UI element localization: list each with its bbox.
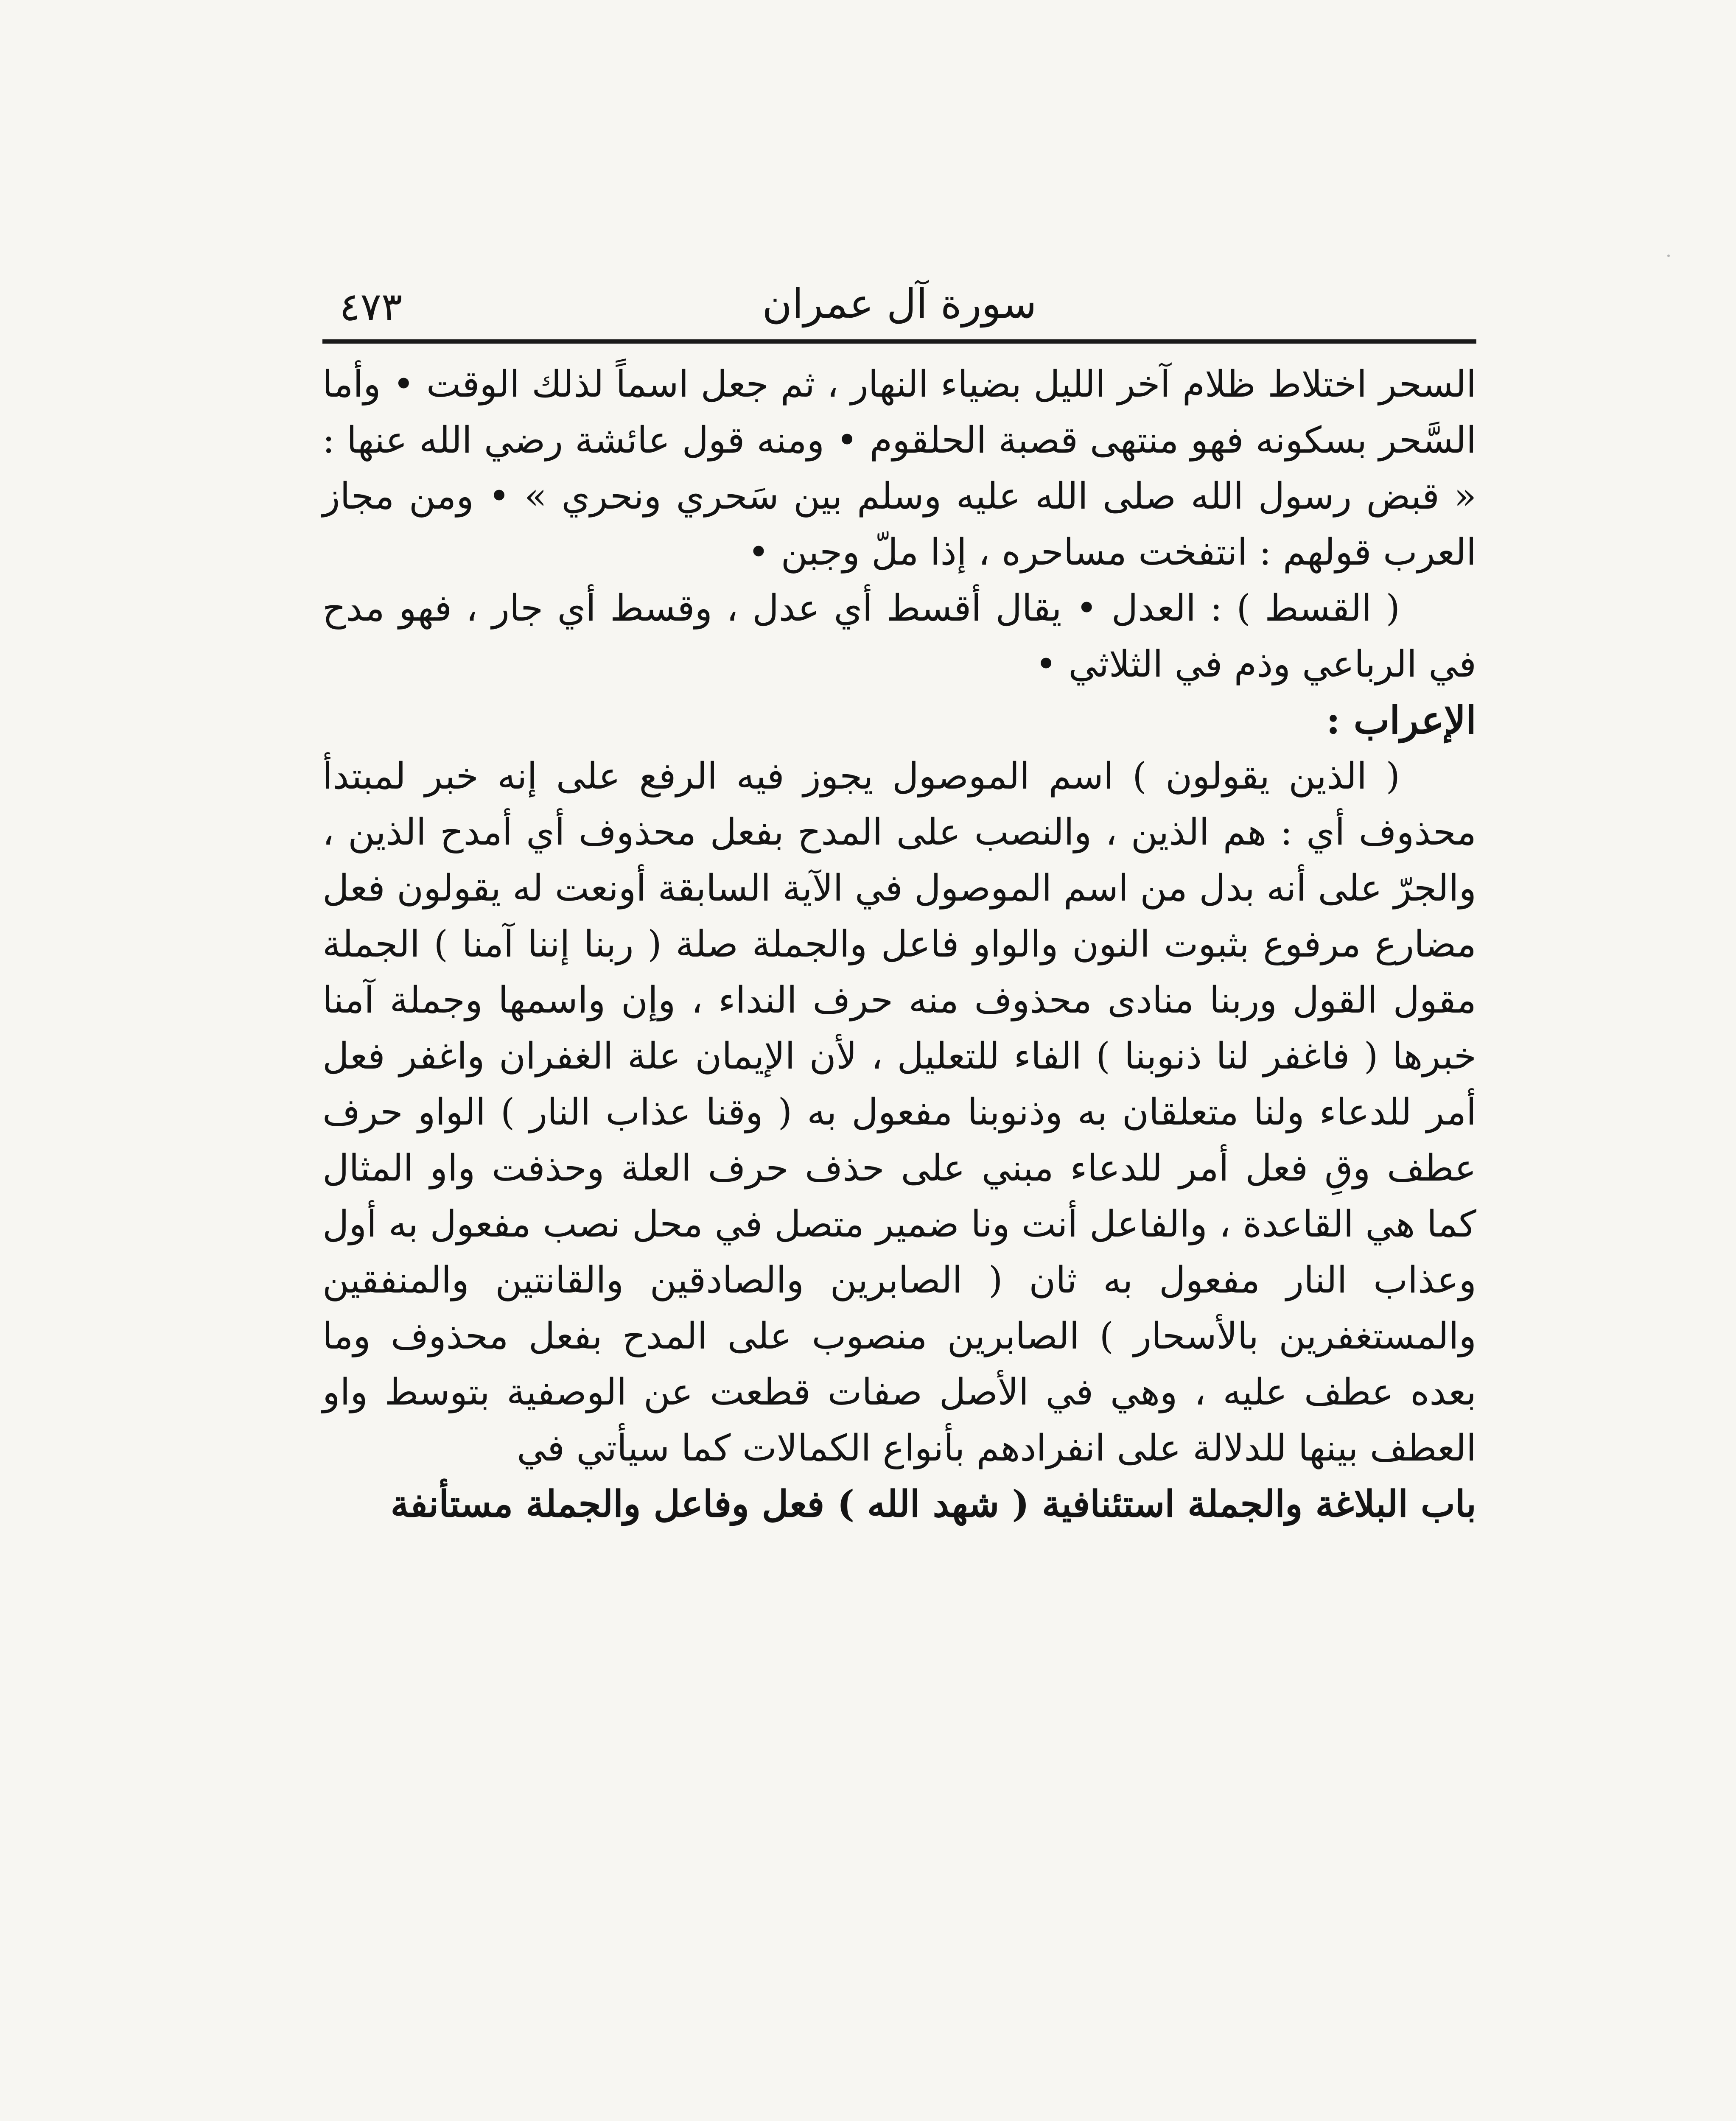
scan-speck [1667, 255, 1670, 257]
running-head [322, 271, 1476, 335]
surah-title: سورة آل عمران [762, 280, 1037, 327]
paragraph-sahar: السحر اختلاط ظلام آخر الليل بضياء النهار ، ثم جعل اسماً لذلك الوقت • وأما السَّحر بسكونه فهو منتهى قصبة الحلقوم • ومنه قول عائشة رضي الله عنها : « قبض رسول الله صلى الله عليه وسلم بين سَحري ونحري » • ومن مجاز العرب قولهم : انتفخت مساحره ، إذا ملّ وجبن • [322, 363, 1476, 574]
book-page [322, 271, 1476, 2121]
header-rule [322, 339, 1476, 344]
paragraph-qist: ( القسط ) : العدل • يقال أقسط أي عدل ، وقسط أي جار ، فهو مدح في الرباعي وذم في الثلاثي • [322, 587, 1476, 686]
body-text [322, 356, 1476, 1532]
section-heading-irab: الإعراب : [1326, 698, 1476, 743]
paragraph-irab-last-line: باب البلاغة والجملة استئنافية ( شهد الله ) فعل وفاعل والجملة مستأنفة [390, 1483, 1476, 1525]
paragraph-irab: ( الذين يقولون ) اسم الموصول يجوز فيه الرفع على إنه خبر لمبتدأ محذوف أي : هم الذين ، والنصب على المدح بفعل محذوف أي أمدح الذين ، والجرّ على أنه بدل من اسم الموصول في الآية السابقة أونعت له يقولون فعل مضارع مرفوع بثبوت النون والواو فاعل والجملة صلة ( ربنا إننا آمنا ) الجملة مقول القول وربنا منادى محذوف منه حرف النداء ، وإن واسمها وجملة آمنا خبرها ( فاغفر لنا ذنوبنا ) الفاء للتعليل ، لأن الإيمان علة الغفران واغفر فعل أمر للدعاء ولنا متعلقان به وذنوبنا مفعول به ( وقنا عذاب النار ) الواو حرف عطف وقِ فعل أمر للدعاء مبني على حذف حرف العلة وحذفت واو المثال كما هي القاعدة ، والفاعل أنت ونا ضمير متصل في محل نصب مفعول به أول وعذاب النار مفعول به ثان ( الصابرين والصادقين والقانتين والمنفقين والمستغفرين بالأسحار ) الصابرين منصوب على المدح بفعل محذوف وما بعده عطف عليه ، وهي في الأصل صفات قطعت عن الوصفية بتوسط واو العطف بينها للدلالة على انفرادهم بأنواع الكمالات كما سيأتي في [322, 755, 1476, 1469]
page-number: ٤٧٣ [339, 284, 403, 330]
